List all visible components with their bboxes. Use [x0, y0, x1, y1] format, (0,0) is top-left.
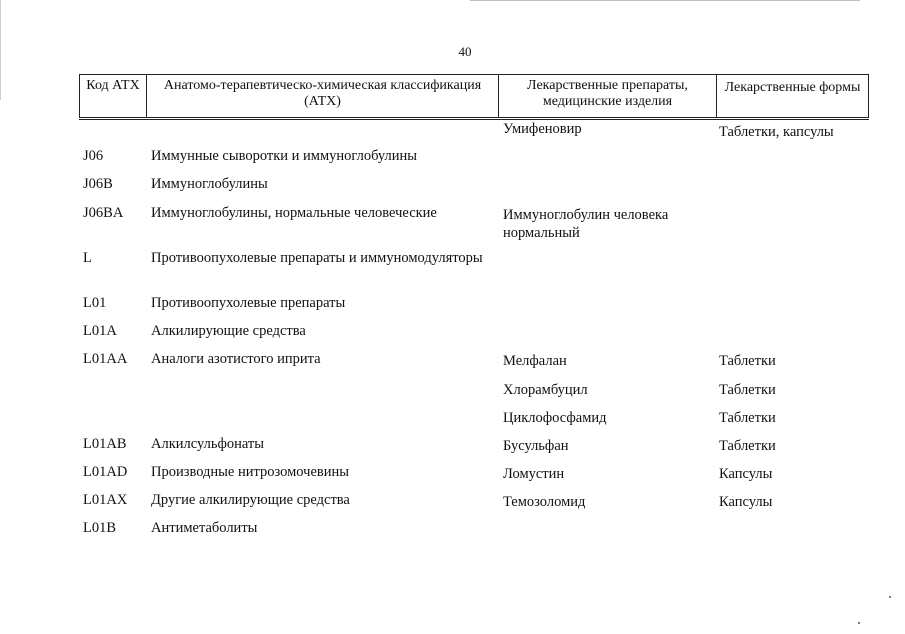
- row-code: J06BA: [83, 205, 124, 221]
- row-code: L01AD: [83, 464, 128, 480]
- row-drug: Темозоломид: [503, 494, 586, 510]
- row-code: L: [83, 250, 92, 266]
- row-drug: Иммуноглобулин человека нормальный: [503, 207, 669, 241]
- header-code: Код АТХ: [80, 75, 147, 117]
- row-classification: Иммуноглобулины, нормальные человеческие: [151, 205, 437, 221]
- header-drugs: Лекарственные препараты, медицинские изделия: [499, 75, 717, 117]
- row-drug: Ломустин: [503, 466, 565, 482]
- header-classification: Анатомо-терапевтическо-химическая классификация (АТХ): [147, 75, 499, 117]
- row-code: L01AB: [83, 436, 127, 452]
- row-classification: Алкилсульфонаты: [151, 436, 264, 452]
- row-form: Таблетки: [719, 353, 776, 369]
- scan-speck: [889, 596, 891, 598]
- row-classification: Алкилирующие средства: [151, 323, 306, 339]
- row-code: J06B: [83, 176, 113, 192]
- row-form: Капсулы: [719, 466, 773, 482]
- row-classification: Аналоги азотистого иприта: [151, 351, 321, 367]
- row-classification: Другие алкилирующие средства: [151, 492, 350, 508]
- row-classification: Иммунные сыворотки и иммуноглобулины: [151, 148, 418, 164]
- row-classification: Противоопухолевые препараты и иммуномодуляторы: [151, 250, 483, 266]
- row-drug: Хлорамбуцил: [503, 382, 588, 398]
- row-code: L01AA: [83, 351, 128, 367]
- header-underline: [79, 119, 869, 120]
- scan-edge-top: [470, 0, 860, 1]
- row-form: Таблетки: [719, 438, 776, 454]
- row-form: Таблетки: [719, 382, 776, 398]
- scan-speck: [858, 622, 860, 624]
- row-form: Таблетки: [719, 410, 776, 426]
- row-classification: Иммуноглобулины: [151, 176, 268, 192]
- row-drug: Умифеновир: [503, 121, 582, 137]
- row-code: J06: [83, 148, 104, 164]
- row-form: Таблетки, капсулы: [719, 124, 834, 140]
- row-code: L01: [83, 295, 107, 311]
- row-classification: Противоопухолевые препараты: [151, 295, 346, 311]
- row-drug: Бусульфан: [503, 438, 569, 454]
- row-drug: Циклофосфамид: [503, 410, 607, 426]
- table-header: [79, 74, 869, 118]
- row-code: L01A: [83, 323, 117, 339]
- row-form: Капсулы: [719, 494, 773, 510]
- header-forms: Лекарственные формы: [724, 80, 861, 95]
- row-code: L01AX: [83, 492, 128, 508]
- row-classification: Антиметаболиты: [151, 520, 258, 536]
- row-classification: Производные нитрозомочевины: [151, 464, 350, 480]
- row-code: L01B: [83, 520, 117, 536]
- page-number: 40: [458, 44, 472, 59]
- row-drug: Мелфалан: [503, 353, 567, 369]
